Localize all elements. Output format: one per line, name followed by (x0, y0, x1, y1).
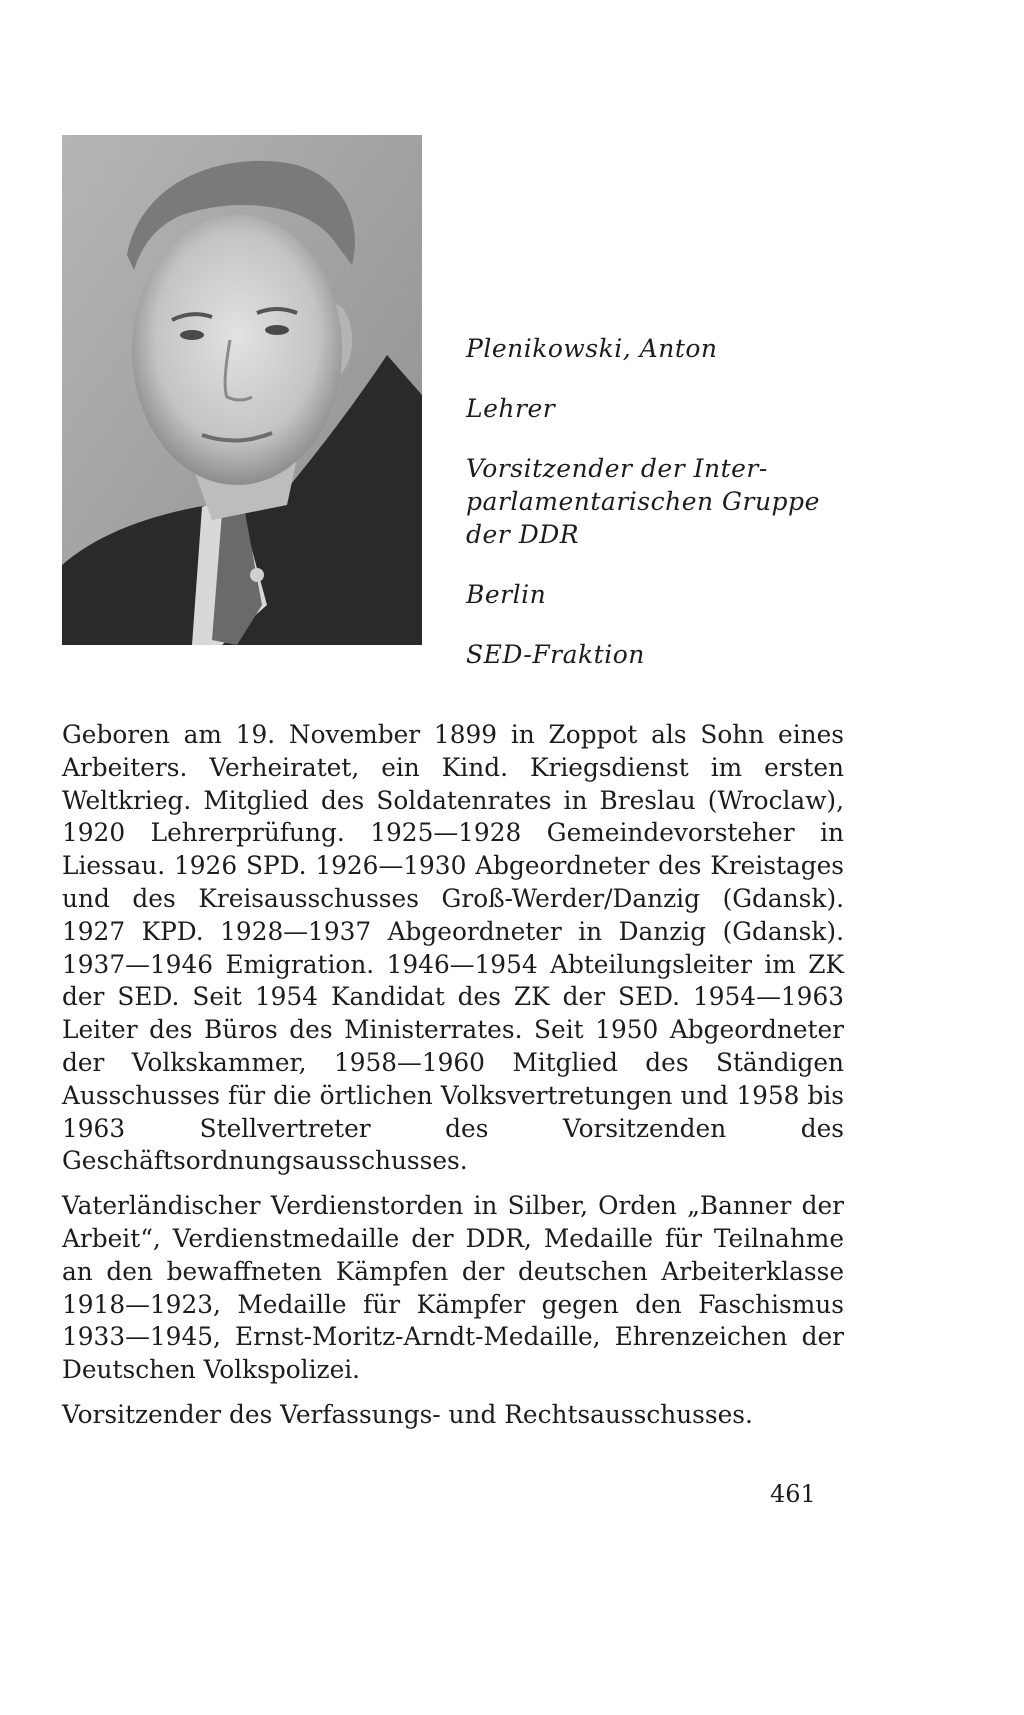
function-line-3: der DDR (466, 520, 580, 549)
biography (62, 719, 844, 1444)
person-name: Plenikowski, Anton (466, 334, 718, 363)
function (466, 452, 846, 551)
function-line-1: Vorsitzender der Inter- (466, 454, 768, 483)
office-paragraph: Vorsitzender des Verfassungs- und Rechtsausschusses. (62, 1399, 753, 1429)
profession: Lehrer (466, 394, 556, 423)
place: Berlin (466, 580, 547, 609)
faction: SED-Fraktion (466, 640, 645, 669)
portrait-illustration (62, 135, 422, 645)
biography-paragraph: Geboren am 19. November 1899 in Zoppot als Sohn eines Arbeiters. Verheiratet, ein Kind. Kriegsdienst im ersten Weltkrieg. Mitglied des Soldatenrates in Breslau (Wroclaw), 1920 Lehrerprüfung. 1925—1928 Gemeindevorsteher in Liessau. 1926 SPD. 1926—1930 Abgeordneter des Kreistages und des Kreisausschusses Groß-Werder/Danzig (Gdansk). 1927 KPD. 1928—1937 Abgeordneter in Danzig (Gdansk). 1937—1946 Emigration. 1946—1954 Abteilungsleiter im ZK der SED. Seit 1954 Kandidat des ZK der SED. 1954—1963 Leiter des Büros des Ministerrates. Seit 1950 Abgeordneter der Volkskammer, 1958—1960 Mitglied des Ständigen Ausschusses für die örtlichen Volksvertretungen und 1958 bis 1963 Stellvertreter des Vorsitzenden des Geschäftsordnungsausschusses. (62, 720, 844, 1176)
portrait-photo (62, 135, 422, 645)
page-number: 461 (770, 1480, 816, 1508)
function-line-2: parlamentarischen Gruppe (466, 487, 820, 516)
awards-paragraph: Vaterländischer Verdienstorden in Silber, Orden „Banner der Arbeit“, Verdienstmedaille der DDR, Medaille für Teilnahme an den bewaffneten Kämpfen der deutschen Arbeiterklasse 1918—1923, Medaille für Kämpfer gegen den Faschismus 1933—1945, Ernst-Moritz-Arndt-Medaille, Ehrenzeichen der Deutschen Volkspolizei. (62, 1191, 844, 1385)
caption-block (466, 332, 846, 698)
